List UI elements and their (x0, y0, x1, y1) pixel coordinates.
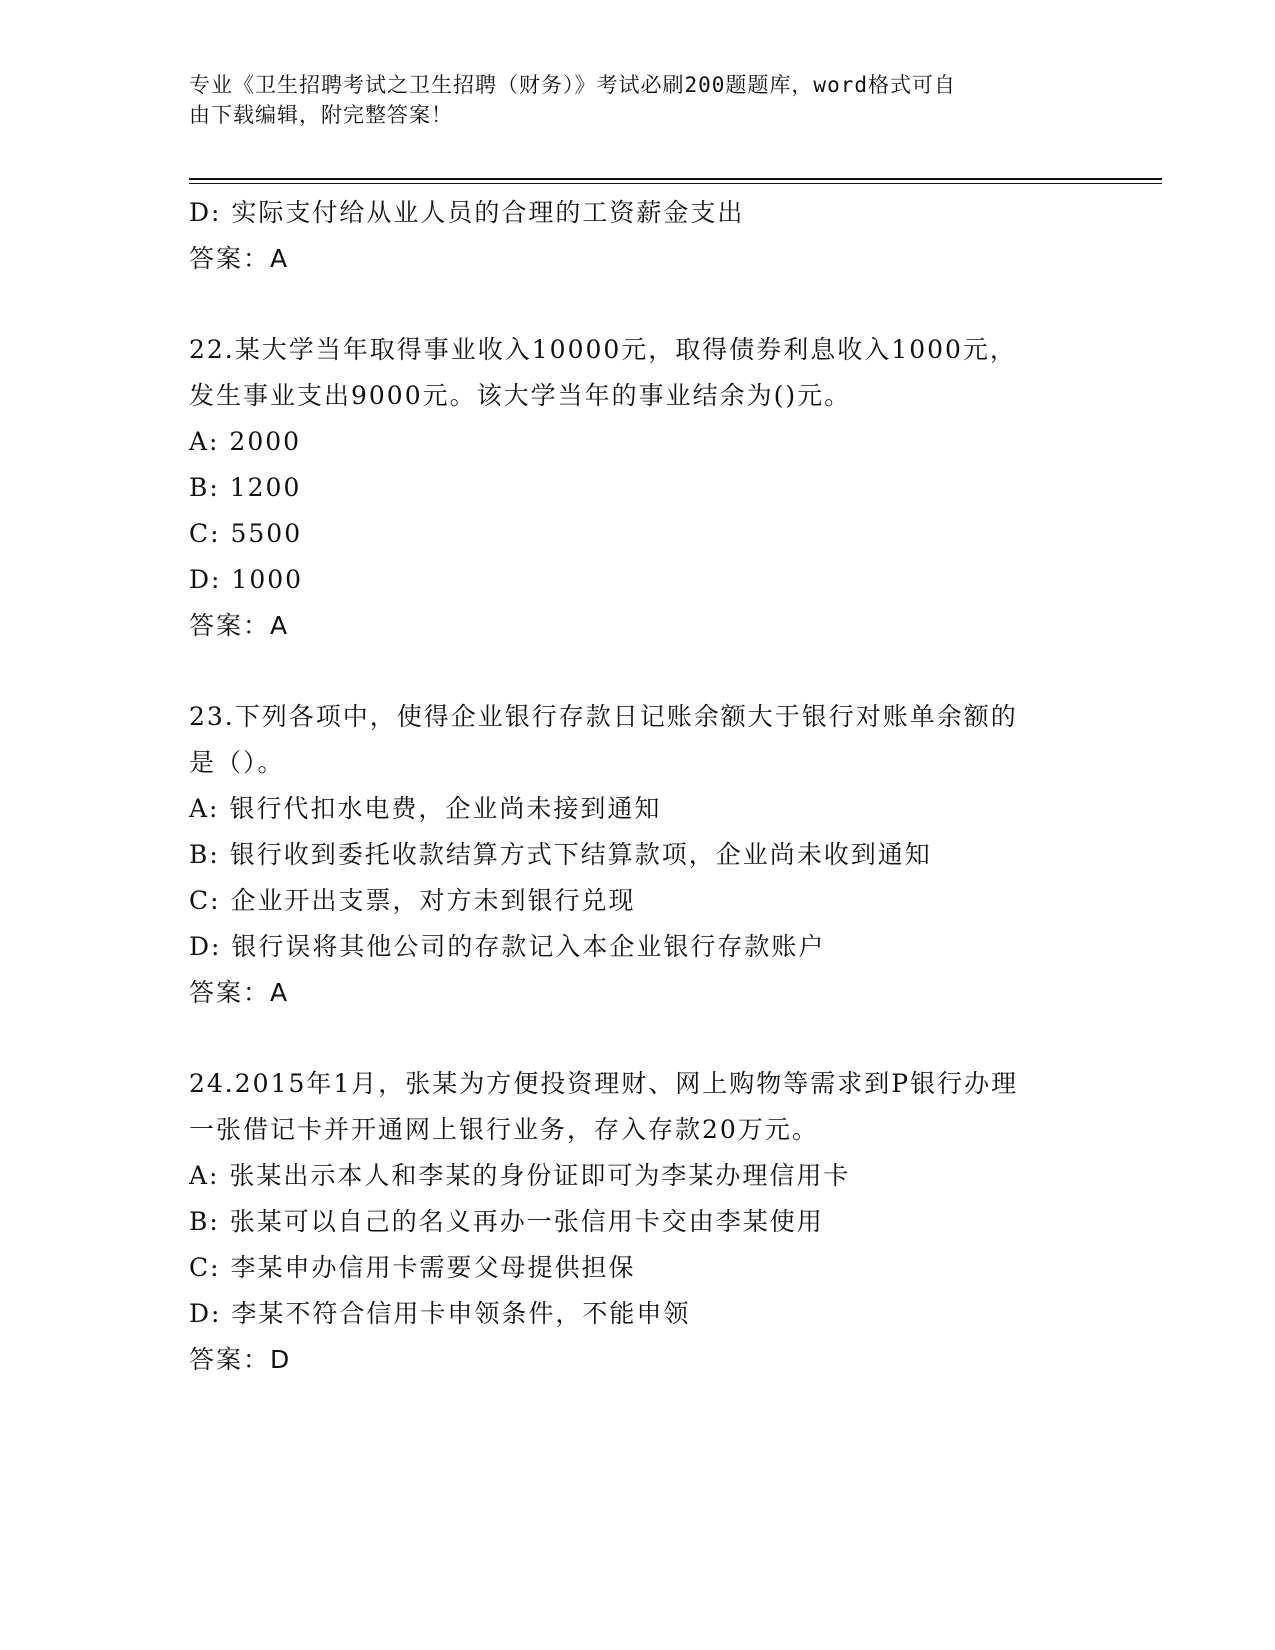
previous-question-tail (189, 190, 1089, 282)
answer: 答案：A (189, 244, 290, 273)
question-stem: 23.下列各项中，使得企业银行存款日记账余额大于银行对账单余额的 (189, 702, 1018, 731)
question-stem-continued: 是（）。 (189, 748, 285, 777)
question-23 (189, 694, 1089, 1016)
header-line-2: 由下载编辑，附完整答案！ (189, 103, 453, 127)
question-stem-continued: 发生事业支出9000元。该大学当年的事业结余为()元。 (189, 381, 852, 410)
document-header (189, 70, 1089, 130)
option-d: D: 1000 (189, 565, 304, 594)
option-b: B: 银行收到委托收款结算方式下结算款项，企业尚未收到通知 (189, 840, 932, 869)
option-d: D: 银行误将其他公司的存款记入本企业银行存款账户 (189, 932, 826, 961)
option-b: B: 张某可以自己的名义再办一张信用卡交由李某使用 (189, 1207, 824, 1236)
option-c: C: 李某申办信用卡需要父母提供担保 (189, 1253, 636, 1282)
answer: 答案：D (189, 1345, 292, 1374)
question-stem-continued: 一张借记卡并开通网上银行业务，存入存款20万元。 (189, 1115, 819, 1144)
option-c: C: 企业开出支票，对方未到银行兑现 (189, 886, 636, 915)
spacer (189, 282, 1089, 327)
option-a: A: 2000 (189, 427, 302, 456)
option-b: B: 1200 (189, 473, 302, 502)
header-line-1: 专业《卫生招聘考试之卫生招聘（财务）》考试必刷200题题库，word格式可自 (189, 73, 956, 97)
option-a: A: 银行代扣水电费，企业尚未接到通知 (189, 794, 662, 823)
option-c: C: 5500 (189, 519, 303, 548)
question-stem: 24.2015年1月，张某为方便投资理财、网上购物等需求到P银行办理 (189, 1069, 1019, 1098)
option-a: A: 张某出示本人和李某的身份证即可为李某办理信用卡 (189, 1161, 851, 1190)
option-d: D: 实际支付给从业人员的合理的工资薪金支出 (189, 198, 745, 227)
option-d: D: 李某不符合信用卡申领条件，不能申领 (189, 1299, 691, 1328)
header-divider-thick (189, 178, 1162, 180)
question-list (189, 190, 1089, 1383)
question-stem: 22.某大学当年取得事业收入10000元，取得债券利息收入1000元， (189, 335, 1017, 364)
question-22 (189, 327, 1089, 649)
answer: 答案：A (189, 978, 290, 1007)
question-24 (189, 1061, 1089, 1383)
spacer (189, 649, 1089, 694)
header-divider-thin (189, 183, 1162, 184)
spacer (189, 1016, 1089, 1061)
answer: 答案：A (189, 611, 290, 640)
